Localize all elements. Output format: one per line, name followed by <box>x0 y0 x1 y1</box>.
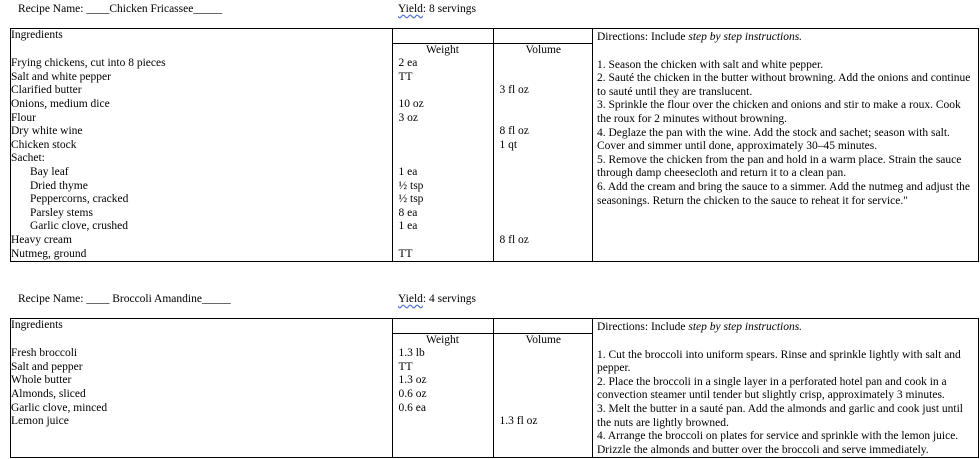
ingredient-weight: ½ tsp <box>392 180 493 194</box>
ingredient-row <box>11 180 593 194</box>
recipe2-yield-line <box>398 291 476 307</box>
ingredient-row <box>11 361 593 375</box>
ingredient-volume <box>493 388 593 402</box>
recipe1-name-line <box>18 1 222 17</box>
ingredient-weight: 0.6 ea <box>392 402 493 416</box>
direction-step: 2. Place the broccoli in a single layer in a perforated hotel pan and cook in a convection steamer until tender but slightly crisp, approximately 3 minutes. <box>597 375 947 402</box>
ingredient-row <box>11 125 593 139</box>
ingredient-volume <box>493 98 593 112</box>
ingredient-row <box>11 234 593 248</box>
ingredient-row <box>11 347 593 361</box>
yield-label: Yield <box>398 293 423 305</box>
recipe2-ingredient-list <box>11 319 593 457</box>
direction-step: 1. Cut the broccoli into uniform spears. Rinse and sprinkle lightly with salt and pepper. <box>597 348 961 375</box>
ingredient-volume <box>493 248 593 262</box>
ingredient-name: Heavy cream <box>11 233 72 246</box>
ingredient-row <box>11 112 593 126</box>
ingredient-row <box>11 166 593 180</box>
weight-heading: Weight <box>392 333 493 347</box>
ingredient-volume <box>493 347 593 361</box>
ingredient-volume <box>493 374 593 388</box>
ingredient-volume: 1.3 fl oz <box>493 415 593 429</box>
volume-heading: Volume <box>493 333 593 347</box>
ingredient-volume <box>493 361 593 375</box>
ingredient-row <box>11 193 593 207</box>
recipe2-name-line <box>18 291 231 307</box>
ingredient-volume <box>493 166 593 180</box>
ingredient-weight <box>392 84 493 98</box>
ingredient-volume <box>493 402 593 416</box>
direction-step: 6. Add the cream and bring the sauce to a simmer. Add the nutmeg and adjust the seasonings. Return the chicken to the sauce to reheat it for service." <box>597 180 971 207</box>
recipe-name-label: Recipe Name: <box>18 293 84 305</box>
ingredient-weight: 3 oz <box>392 112 493 126</box>
direction-step: 3. Melt the butter in a sauté pan. Add the almonds and garlic and cook just until the nuts are lightly browned. <box>597 402 964 429</box>
ingredient-weight: TT <box>392 248 493 262</box>
directions-heading: Directions: Include step by step instructions. <box>597 321 803 333</box>
recipe1-name: ____Chicken Fricassee_____ <box>86 3 223 15</box>
ingredients-heading: Ingredients <box>11 319 63 331</box>
ingredient-weight: 1.3 lb <box>392 347 493 361</box>
ingredient-weight <box>392 234 493 248</box>
yield-label: Yield <box>398 3 423 15</box>
direction-step: 2. Sauté the chicken in the butter without browning. Add the onions and continue to sauté until they are translucent. <box>597 72 971 98</box>
ingredient-name: Clarified butter <box>11 84 82 97</box>
ingredient-volume: 8 fl oz <box>493 234 593 248</box>
ingredient-name: Onions, medium dice <box>11 97 110 110</box>
ingredient-name: Salt and pepper <box>11 360 83 373</box>
ingredient-name: Peppercorns, cracked <box>30 193 129 206</box>
recipe1-ingredients-cell <box>11 29 593 262</box>
ingredient-weight <box>392 139 493 153</box>
ingredient-volume <box>493 193 593 207</box>
recipe1-directions-cell <box>593 29 979 262</box>
ingredient-row <box>11 84 593 98</box>
ingredient-name: Lemon juice <box>11 415 69 428</box>
ingredient-name: Dried thyme <box>30 179 88 192</box>
ingredients-heading: Ingredients <box>11 29 63 41</box>
ingredient-weight: 1 ea <box>392 220 493 234</box>
ingredient-name: Sachet: <box>11 152 45 165</box>
ingredient-volume <box>493 112 593 126</box>
direction-step: 4. Arrange the broccoli on plates for service and sprinkle with the lemon juice. Drizzle the almonds and butter over the broccoli and serve immediately. <box>597 430 959 456</box>
ingredient-weight: 8 ea <box>392 207 493 221</box>
ingredient-weight: 1.3 oz <box>392 374 493 388</box>
ingredient-volume: 1 qt <box>493 139 593 153</box>
ingredient-volume <box>493 180 593 194</box>
ingredient-row <box>11 71 593 85</box>
recipe2-directions-cell <box>593 319 979 458</box>
ingredient-weight <box>392 152 493 166</box>
ingredient-weight: 1 ea <box>392 166 493 180</box>
ingredient-weight: 0.6 oz <box>392 388 493 402</box>
ingredient-row <box>11 415 593 429</box>
ingredient-name: Frying chickens, cut into 8 pieces <box>11 57 166 70</box>
direction-step: 1. Season the chicken with salt and white pepper. <box>597 58 824 71</box>
ingredient-row <box>11 139 593 153</box>
ingredient-volume <box>493 71 593 85</box>
directions-heading: Directions: Include step by step instructions. <box>597 31 803 43</box>
ingredient-name: Flour <box>11 111 36 124</box>
ingredient-row <box>11 248 593 262</box>
ingredient-row <box>11 207 593 221</box>
ingredient-volume <box>493 207 593 221</box>
ingredient-row <box>11 388 593 402</box>
ingredient-name: Garlic clove, crushed <box>30 220 129 233</box>
ingredient-name: Parsley stems <box>30 206 93 219</box>
recipe2-name: ____ Broccoli Amandine_____ <box>86 293 231 305</box>
ingredient-name: Fresh broccoli <box>11 347 78 360</box>
ingredient-volume <box>493 152 593 166</box>
ingredient-weight: TT <box>392 71 493 85</box>
direction-step: 4. Deglaze the pan with the wine. Add the stock and sachet; season with salt. Cover and simmer until done, approximately 30–45 minutes. <box>597 126 950 153</box>
ingredient-volume <box>493 220 593 234</box>
direction-step: 3. Sprinkle the flour over the chicken and onions and stir to make a roux. Cook the roux for 2 minutes without browning. <box>597 99 961 125</box>
recipe1-ingredient-list <box>11 29 593 261</box>
ingredient-weight: ½ tsp <box>392 193 493 207</box>
ingredient-row <box>11 374 593 388</box>
ingredient-volume <box>493 57 593 71</box>
ingredient-weight: 2 ea <box>392 57 493 71</box>
recipe2-ingredients-cell <box>11 319 593 458</box>
ingredient-name: Chicken stock <box>11 138 77 151</box>
direction-step: 5. Remove the chicken from the pan and hold in a warm place. Strain the sauce through damp cheesecloth and return it to a clean pan. <box>597 153 962 180</box>
ingredient-name: Bay leaf <box>30 165 69 178</box>
ingredient-name: Nutmeg, ground <box>11 247 87 260</box>
recipe2-yield: : 4 servings <box>422 293 476 305</box>
ingredient-row <box>11 220 593 234</box>
ingredient-name: Whole butter <box>11 374 72 387</box>
ingredient-row <box>11 152 593 166</box>
volume-heading: Volume <box>493 43 593 57</box>
ingredient-weight: TT <box>392 361 493 375</box>
recipe1-yield: : 8 servings <box>422 3 476 15</box>
ingredient-weight: 10 oz <box>392 98 493 112</box>
ingredient-row <box>11 402 593 416</box>
ingredient-weight <box>392 415 493 429</box>
ingredient-name: Garlic clove, minced <box>11 401 108 414</box>
recipe2-table <box>10 318 979 458</box>
ingredient-row <box>11 98 593 112</box>
recipe2-directions <box>597 349 974 458</box>
recipe-name-label: Recipe Name: <box>18 3 84 15</box>
ingredient-row <box>11 57 593 71</box>
ingredient-weight <box>392 125 493 139</box>
recipe1-yield-line <box>398 1 476 17</box>
ingredient-name: Salt and white pepper <box>11 70 111 83</box>
recipe1-table <box>10 28 979 262</box>
ingredient-name: Almonds, sliced <box>11 387 86 400</box>
ingredient-volume: 8 fl oz <box>493 125 593 139</box>
weight-heading: Weight <box>392 43 493 57</box>
ingredient-volume: 3 fl oz <box>493 84 593 98</box>
recipe1-directions <box>597 59 974 209</box>
ingredient-name: Dry white wine <box>11 125 83 138</box>
